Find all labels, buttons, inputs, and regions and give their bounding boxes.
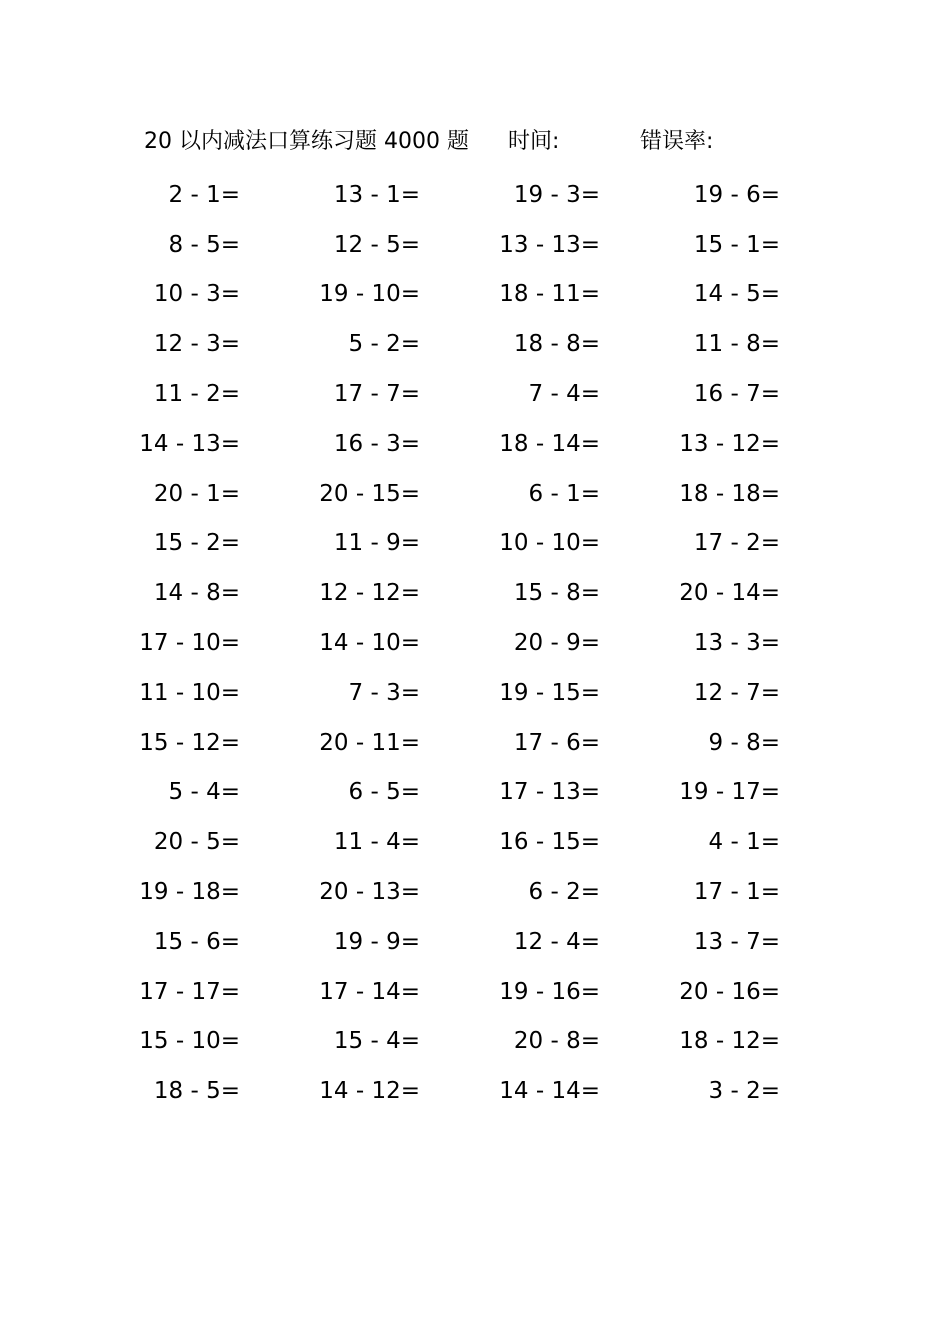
problem-item: 18 - 12=	[679, 1028, 780, 1055]
problem-item: 18 - 11=	[499, 281, 600, 308]
problem-item: 19 - 9=	[333, 928, 420, 955]
problem-item: 17 - 7=	[333, 381, 420, 408]
problem-item: 17 - 13=	[499, 779, 600, 806]
problem-item: 16 - 15=	[499, 829, 600, 856]
problem-item: 13 - 13=	[499, 231, 600, 258]
problem-item: 14 - 13=	[139, 430, 240, 457]
problem-item: 5 - 4=	[168, 779, 240, 806]
problem-item: 11 - 8=	[693, 331, 780, 358]
problem-item: 13 - 12=	[679, 430, 780, 457]
problem-item: 17 - 2=	[693, 530, 780, 557]
problem-item: 6 - 1=	[528, 480, 600, 507]
problem-item: 14 - 10=	[319, 630, 420, 657]
problem-item: 17 - 10=	[139, 630, 240, 657]
problem-item: 19 - 3=	[513, 181, 600, 208]
problem-item: 15 - 2=	[153, 530, 240, 557]
problem-item: 20 - 8=	[513, 1028, 600, 1055]
problem-item: 13 - 7=	[693, 928, 780, 955]
problem-item: 15 - 1=	[693, 231, 780, 258]
problem-item: 19 - 16=	[499, 978, 600, 1005]
problem-item: 7 - 4=	[528, 381, 600, 408]
problem-item: 6 - 5=	[348, 779, 420, 806]
problem-item: 3 - 2=	[708, 1078, 780, 1105]
problem-item: 10 - 10=	[499, 530, 600, 557]
problem-item: 20 - 11=	[319, 729, 420, 756]
problem-item: 12 - 5=	[333, 231, 420, 258]
problem-item: 15 - 8=	[513, 580, 600, 607]
problem-item: 12 - 4=	[513, 928, 600, 955]
problem-item: 18 - 5=	[153, 1078, 240, 1105]
problem-item: 20 - 14=	[679, 580, 780, 607]
problem-item: 17 - 6=	[513, 729, 600, 756]
problem-item: 9 - 8=	[708, 729, 780, 756]
problem-item: 18 - 14=	[499, 430, 600, 457]
error-rate-label: 错误率:	[640, 129, 714, 154]
problem-item: 6 - 2=	[528, 879, 600, 906]
problem-item: 20 - 16=	[679, 978, 780, 1005]
problem-item: 14 - 5=	[693, 281, 780, 308]
problem-item: 14 - 8=	[153, 580, 240, 607]
problem-item: 17 - 17=	[139, 978, 240, 1005]
problem-item: 20 - 5=	[153, 829, 240, 856]
problem-item: 18 - 18=	[679, 480, 780, 507]
problem-item: 4 - 1=	[708, 829, 780, 856]
problem-item: 2 - 1=	[168, 181, 240, 208]
worksheet-header	[144, 124, 844, 164]
problem-item: 19 - 17=	[679, 779, 780, 806]
problem-grid	[140, 170, 820, 1116]
problem-item: 19 - 15=	[499, 679, 600, 706]
problem-item: 11 - 9=	[333, 530, 420, 557]
problem-item: 13 - 1=	[333, 181, 420, 208]
problem-item: 19 - 18=	[139, 879, 240, 906]
problem-item: 5 - 2=	[348, 331, 420, 358]
problem-item: 17 - 14=	[319, 978, 420, 1005]
problem-item: 20 - 13=	[319, 879, 420, 906]
time-label: 时间:	[508, 129, 560, 154]
problem-item: 16 - 3=	[333, 430, 420, 457]
problem-item: 15 - 10=	[139, 1028, 240, 1055]
problem-item: 10 - 3=	[153, 281, 240, 308]
worksheet-title: 20 以内减法口算练习题 4000 题	[144, 129, 469, 154]
problem-item: 14 - 12=	[319, 1078, 420, 1105]
problem-item: 7 - 3=	[348, 679, 420, 706]
problem-item: 15 - 6=	[153, 928, 240, 955]
problem-item: 15 - 4=	[333, 1028, 420, 1055]
problem-item: 12 - 12=	[319, 580, 420, 607]
problem-item: 19 - 10=	[319, 281, 420, 308]
problem-item: 12 - 7=	[693, 679, 780, 706]
problem-item: 20 - 15=	[319, 480, 420, 507]
problem-item: 11 - 4=	[333, 829, 420, 856]
problem-item: 15 - 12=	[139, 729, 240, 756]
problem-item: 18 - 8=	[513, 331, 600, 358]
problem-item: 11 - 2=	[153, 381, 240, 408]
problem-item: 12 - 3=	[153, 331, 240, 358]
problem-item: 16 - 7=	[693, 381, 780, 408]
problem-item: 19 - 6=	[693, 181, 780, 208]
problem-item: 11 - 10=	[139, 679, 240, 706]
problem-item: 17 - 1=	[693, 879, 780, 906]
problem-item: 14 - 14=	[499, 1078, 600, 1105]
problem-item: 20 - 9=	[513, 630, 600, 657]
problem-item: 13 - 3=	[693, 630, 780, 657]
problem-item: 8 - 5=	[168, 231, 240, 258]
problem-item: 20 - 1=	[153, 480, 240, 507]
